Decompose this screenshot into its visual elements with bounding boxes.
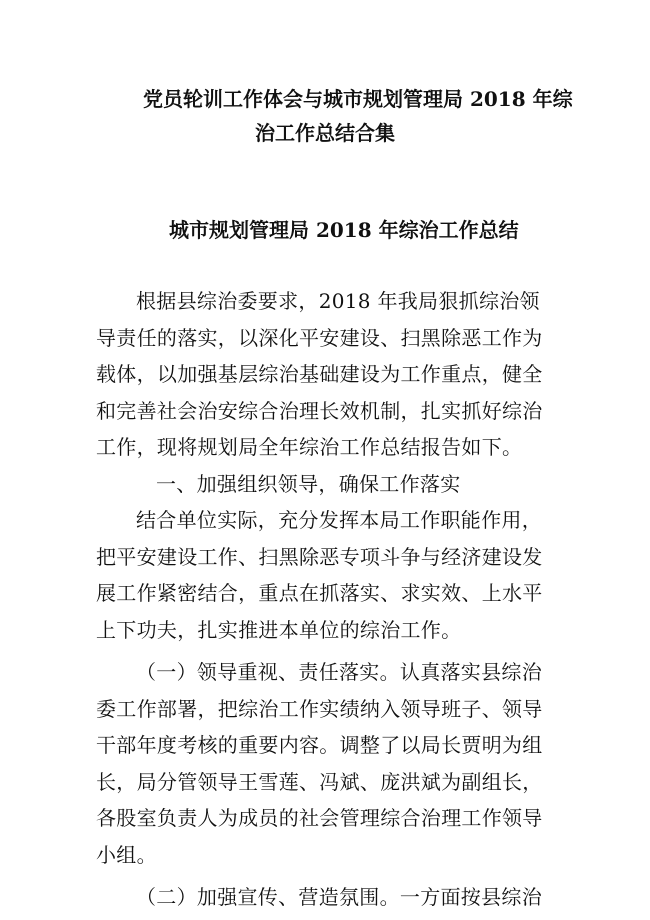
body-paragraph: 结合单位实际，充分发挥本局工作职能作用，把平安建设工作、扫黑除恶专项斗争与经济建设发展工作紧密结合，重点在抓落实、求实效、上水平上下功夫，扎实推进本单位的综治工作。 xyxy=(96,508,543,642)
section-heading-1: 一、加强组织领导，确保工作落实 xyxy=(156,471,461,496)
intro-paragraph: 根据县综治委要求，2018 年我局狠抓综治领导责任的落实，以深化平安建设、扫黑除恶工作为载体，以加强基层综治基础建设为工作重点，健全和完善社会治安综合治理长效机制，扎实抓好综治工作，现将规划局全年综治工作总结报告如下。 xyxy=(96,289,543,459)
section-title: 城市规划管理局 2018 年综治工作总结 xyxy=(169,218,519,242)
subsection-paragraph-1: （一）领导重视、责任落实。认真落实县综治委工作部署，把综治工作实绩纳入领导班子、领导干部年度考核的重要内容。调整了以局长贾明为组长，局分管领导王雪莲、冯斌、庞洪斌为副组长，各股室负责人为成员的社会管理综合治理工作领导小组。 xyxy=(96,660,543,867)
document-title-line-1: 党员轮训工作体会与城市规划管理局 2018 年综 xyxy=(143,87,573,111)
document-body xyxy=(96,283,554,916)
document-title xyxy=(0,82,650,150)
document-title-line-2: 治工作总结合集 xyxy=(255,121,395,145)
subsection-paragraph-2: （二）加强宣传、营造氛围。一方面按县综治 xyxy=(136,885,542,909)
